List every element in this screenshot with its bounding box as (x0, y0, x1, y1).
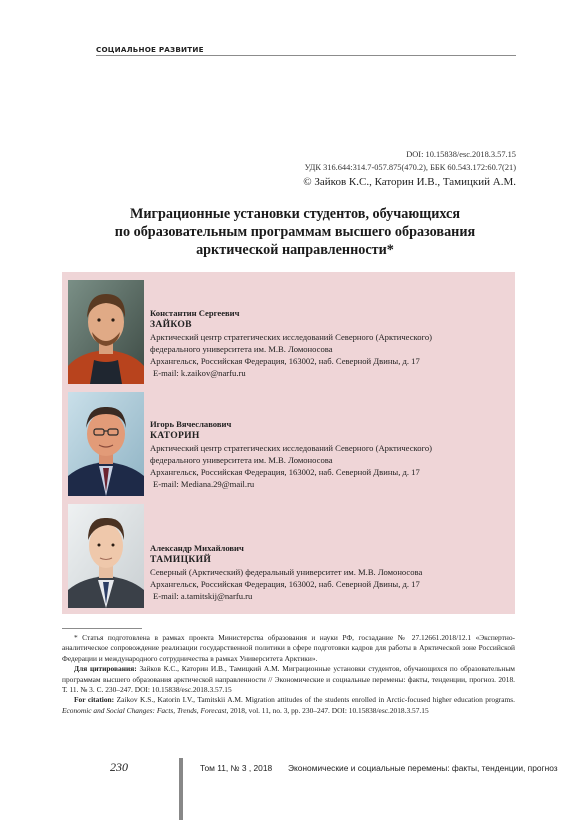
author-photo-zaikov (68, 280, 144, 384)
udk-line: УДК 316.644:314.7-057.875(470.2), ББК 60.543.172:60.7(21) (304, 163, 516, 172)
citation-en-label: For citation: (74, 695, 115, 705)
copyright-line: © Зайков К.С., Каторин И.В., Тамицкий А.М. (303, 176, 516, 188)
footnotes (62, 633, 515, 716)
author-given-name: Константин Сергеевич (150, 308, 240, 318)
authors-panel (62, 272, 515, 614)
citation-ru-label: Для цитирования: (74, 664, 137, 674)
affiliation-line: федерального университета им. М.В. Ломоносова (150, 455, 333, 465)
footer-divider (179, 758, 183, 820)
address-line: Архангельск, Российская Федерация, 163002, наб. Северной Двины, д. 17 (150, 356, 420, 366)
author-email[interactable]: E-mail: a.tamitskij@narfu.ru (153, 591, 253, 601)
funding-footnote: * Статья подготовлена в рамках проекта Министерства образования и науки РФ, госзадание № 27.12661.2018/12.1 «Экспертно-аналитическое сопровождение реализации государственной политики в сфере подготовки кадров для работы в Арктической зоне Российской Федерации и международного сотрудничества в рамках Университета Арктики». (62, 633, 515, 663)
author-surname: КАТОРИН (150, 430, 200, 441)
author-photo-tamitskiy (68, 504, 144, 608)
author-surname: ТАМИЦКИЙ (150, 554, 212, 565)
page-number: 230 (110, 760, 128, 774)
author-info-tamitskiy (150, 542, 511, 602)
citation-en-journal: Economic and Social Changes: Facts, Trends, Forecast (62, 705, 227, 715)
author-given-name: Игорь Вячеславович (150, 419, 232, 429)
footer-volume: Том 11, № 3 , 2018 (200, 763, 273, 773)
citation-en (62, 695, 515, 716)
affiliation-line: Арктический центр стратегических исследований Северного (Арктического) (150, 443, 433, 453)
citation-en-post: , 2018, vol. 11, no. 3, pp. 230–247. DOI: 10.15838/esc.2018.3.57.15 (226, 705, 429, 715)
author-email[interactable]: E-mail: Mediana.29@mail.ru (153, 479, 255, 489)
affiliation-line: Арктический центр стратегических исследований Северного (Арктического) (150, 332, 433, 342)
title-line-2: по образовательным программам высшего образования (114, 224, 476, 240)
article-title (80, 205, 510, 259)
author-email[interactable]: E-mail: k.zaikov@narfu.ru (153, 368, 246, 378)
citation-ru (62, 664, 515, 695)
footer-journal: Экономические и социальные перемены: факты, тенденции, прогноз (288, 763, 558, 773)
footnote-divider (62, 628, 142, 629)
doi-line: DOI: 10.15838/esc.2018.3.57.15 (406, 150, 516, 159)
author-info-katorin (150, 418, 511, 490)
author-info-zaikov (150, 307, 511, 379)
affiliation-line: Северный (Арктический) федеральный университет им. М.В. Ломоносова (150, 567, 423, 577)
title-line-3: арктической направленности* (196, 242, 394, 258)
address-line: Архангельск, Российская Федерация, 163002, наб. Северной Двины, д. 17 (150, 467, 420, 477)
header-divider (96, 55, 516, 56)
citation-ru-text: Зайков К.С., Каторин И.В., Тамицкий А.М. Миграционные установки студентов, обучающихся по образовательным программам высшего образования арктической направленности // Экономические и социальные перемены: факты, тенденции, прогноз. 2018. Т. 11. № 3. С. 230–247. DOI: 10.15838/esc.2018.3.57.15 (62, 664, 515, 695)
section-label: СОЦИАЛЬНОЕ РАЗВИТИЕ (96, 45, 204, 54)
address-line: Архангельск, Российская Федерация, 163002, наб. Северной Двины, д. 17 (150, 579, 420, 589)
author-given-name: Александр Михайлович (150, 543, 244, 553)
title-line-1: Миграционные установки студентов, обучающихся (129, 206, 461, 222)
author-surname: ЗАЙКОВ (150, 319, 192, 330)
author-photo-katorin (68, 392, 144, 496)
citation-en-pre: Zaikov K.S., Katorin I.V., Tamitskii A.M. Migration attitudes of the students enrolled in Arctic-focused higher education programs. (116, 695, 516, 705)
affiliation-line: федерального университета им. М.В. Ломоносова (150, 344, 333, 354)
